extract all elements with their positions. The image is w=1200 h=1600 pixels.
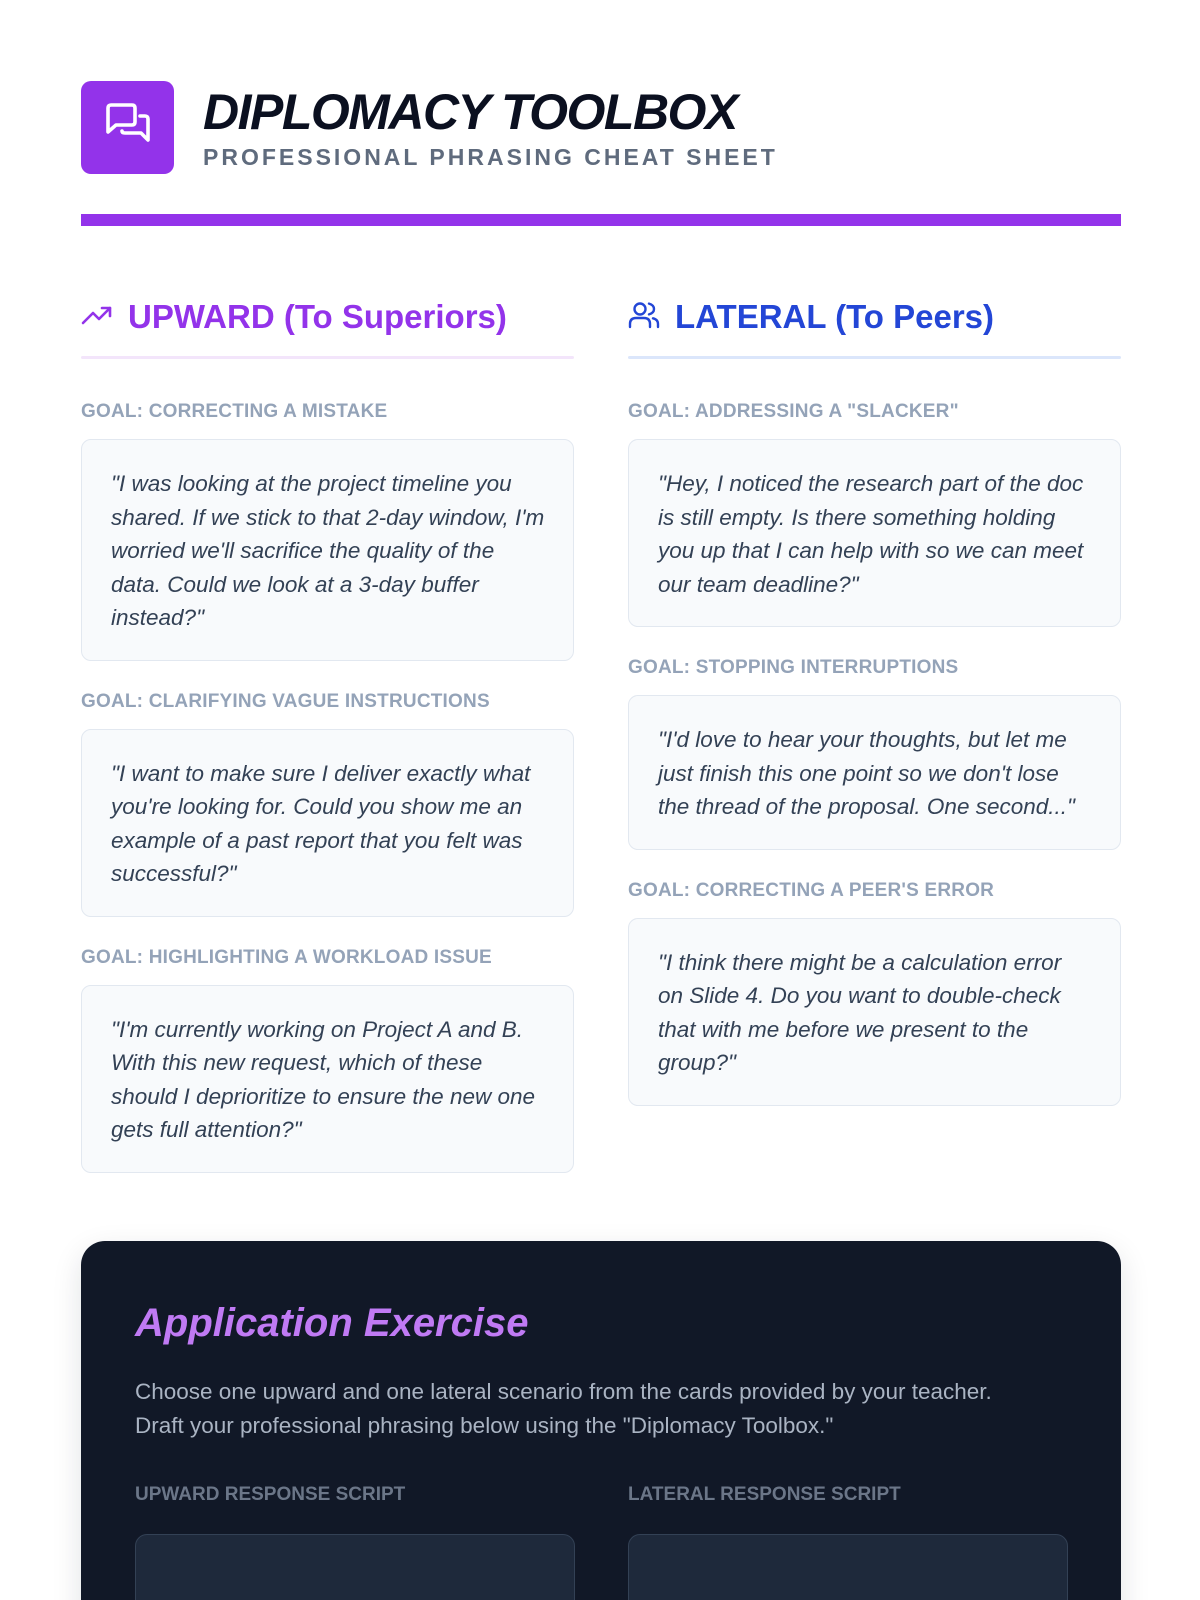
lateral-column — [628, 295, 1121, 1106]
page-title: DIPLOMACY TOOLBOX — [203, 84, 737, 140]
users-icon — [628, 299, 660, 336]
upward-goal — [81, 400, 574, 661]
upward-underline — [81, 356, 574, 359]
phrase-card: "I want to make sure I deliver exactly what you're looking for. Could you show me an example of a past report that you felt was successful?" — [81, 729, 574, 917]
exercise-panel — [81, 1241, 1121, 1600]
upward-goal — [81, 690, 574, 917]
phrase-card: "I think there might be a calculation error on Slide 4. Do you want to double-check that with me before we present to the group?" — [628, 918, 1121, 1106]
upward-title: UPWARD (To Superiors) — [128, 298, 507, 335]
phrase-card: "I'd love to hear your thoughts, but let me just finish this one point so we don't lose the thread of the proposal. One second..." — [628, 695, 1121, 850]
lateral-response-input[interactable] — [628, 1534, 1068, 1600]
goal-label: GOAL: CORRECTING A MISTAKE — [81, 401, 388, 422]
lateral-response-label: LATERAL RESPONSE SCRIPT — [628, 1484, 901, 1505]
exercise-title: Application Exercise — [135, 1301, 529, 1345]
goal-label: GOAL: STOPPING INTERRUPTIONS — [628, 657, 959, 678]
chat-bubbles-icon — [103, 100, 153, 155]
goal-label: GOAL: HIGHLIGHTING A WORKLOAD ISSUE — [81, 946, 492, 968]
lateral-heading — [628, 295, 1121, 339]
page-header — [81, 81, 778, 174]
header-divider — [81, 214, 1121, 226]
lateral-goal — [628, 400, 1121, 627]
lateral-goal — [628, 879, 1121, 1106]
upward-goal — [81, 946, 574, 1173]
lateral-title: LATERAL (To Peers) — [675, 298, 995, 335]
upward-heading — [81, 295, 574, 339]
goal-label: GOAL: CORRECTING A PEER'S ERROR — [628, 879, 995, 901]
trending-up-icon — [81, 299, 113, 336]
lateral-goal — [628, 656, 1121, 850]
lateral-underline — [628, 356, 1121, 359]
title-block — [203, 86, 778, 171]
upward-response-label: UPWARD RESPONSE SCRIPT — [135, 1484, 406, 1505]
logo — [81, 81, 174, 174]
phrase-card: "Hey, I noticed the research part of the doc is still empty. Is there something holding you up that I can help with so we can meet our team deadline?" — [628, 439, 1121, 627]
exercise-description: Choose one upward and one lateral scenario from the cards provided by your teacher. Draft your professional phrasing below using the "Diplomacy Toolbox." — [135, 1379, 992, 1438]
page-subtitle: PROFESSIONAL PHRASING CHEAT SHEET — [203, 144, 778, 170]
goal-label: GOAL: CLARIFYING VAGUE INSTRUCTIONS — [81, 690, 490, 712]
goal-label: GOAL: ADDRESSING A "SLACKER" — [628, 401, 959, 422]
upward-response-input[interactable] — [135, 1534, 575, 1600]
upward-column — [81, 295, 574, 1173]
phrase-card: "I was looking at the project timeline you shared. If we stick to that 2-day window, I'm worried we'll sacrifice the quality of the data. Could we look at a 3-day buffer instead?" — [81, 439, 574, 661]
phrase-card: "I'm currently working on Project A and B. With this new request, which of these should I deprioritize to ensure the new one gets full attention?" — [81, 985, 574, 1173]
